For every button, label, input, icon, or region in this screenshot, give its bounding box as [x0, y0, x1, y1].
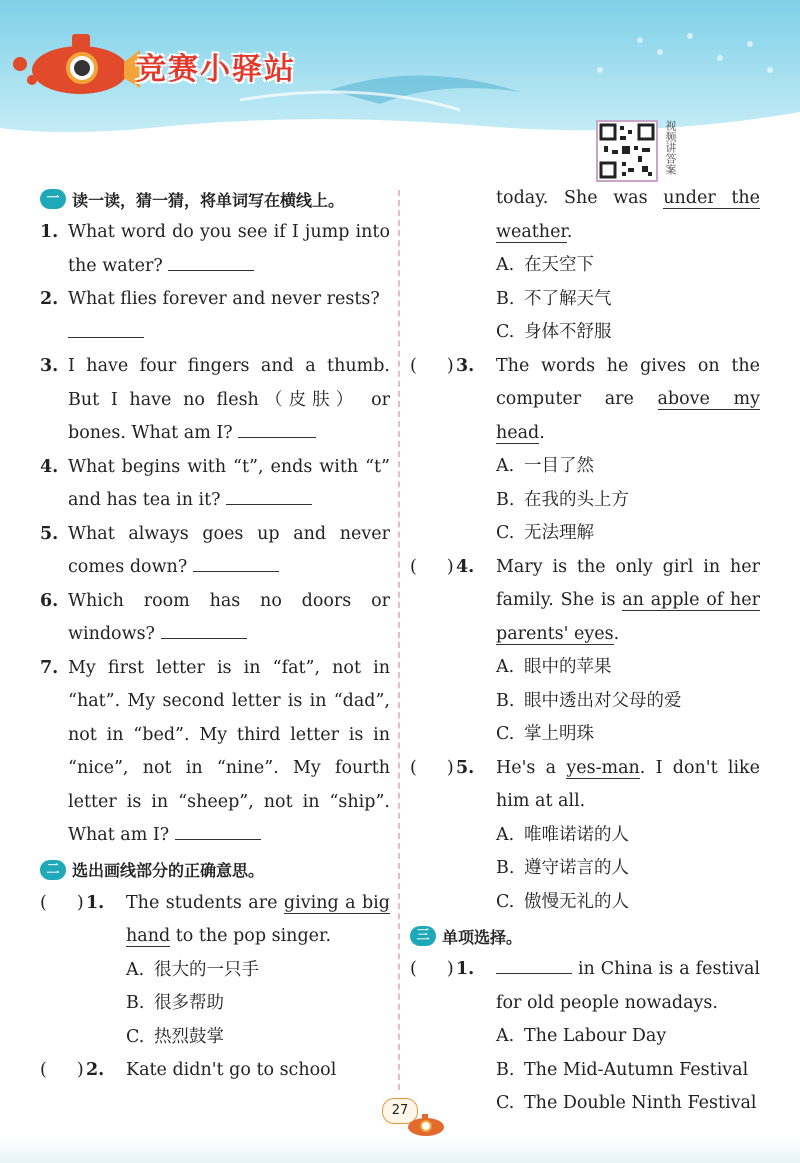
riddle-text: Which room has no doors or windows?: [68, 590, 390, 644]
answer-blank[interactable]: [168, 250, 254, 271]
riddle-text: What word do you see if I jump into the water?: [68, 222, 390, 276]
qr-code-icon[interactable]: [596, 120, 658, 182]
section-3-heading: [410, 919, 760, 953]
answer-paren[interactable]: ( ): [40, 892, 84, 913]
riddle-number: 6.: [40, 590, 59, 611]
option-b[interactable]: B. 很多帮助: [126, 993, 224, 1013]
option-c[interactable]: C. The Double Ninth Festival: [496, 1093, 757, 1113]
option-b[interactable]: B. The Mid-Autumn Festival: [496, 1059, 749, 1080]
riddle-6: [40, 585, 390, 652]
option-a[interactable]: A. The Labour Day: [496, 1026, 667, 1046]
question-number: 1.: [86, 892, 105, 913]
choice-question-1: ( ) 1. in China is a festival for old people nowadays.: [410, 953, 760, 1020]
option-a[interactable]: A. 一目了然: [496, 456, 594, 476]
riddle-number: 4.: [40, 456, 59, 477]
right-column: [410, 182, 760, 1121]
option-c[interactable]: C. 无法理解: [496, 523, 594, 543]
page-number: 27: [382, 1098, 418, 1124]
riddle-text: I have four fingers and a thumb. But I have no flesh（皮肤） or bones. What am I?: [68, 356, 390, 443]
riddle-4: [40, 451, 390, 518]
underlined-phrase: above my head: [496, 389, 760, 443]
option-c[interactable]: C. 傲慢无礼的人: [496, 891, 629, 912]
option-b[interactable]: B. 在我的头上方: [496, 489, 629, 510]
riddle-3: [40, 350, 390, 451]
answer-blank[interactable]: [175, 819, 261, 840]
option-a[interactable]: A. 很大的一只手: [126, 959, 259, 980]
section-2-heading: [40, 853, 390, 887]
answer-paren[interactable]: ( ): [410, 757, 454, 778]
option-b[interactable]: B. 眼中透出对父母的爱: [496, 690, 682, 711]
column-divider: [398, 190, 400, 1090]
riddle-number: 1.: [40, 222, 59, 242]
meaning-question-1: [40, 887, 390, 954]
option-c[interactable]: C. 掌上明珠: [496, 724, 594, 744]
riddle-text: What begins with “t”, ends with “t” and has tea in it?: [68, 456, 390, 510]
answer-blank[interactable]: [226, 484, 312, 505]
riddle-5: [40, 518, 390, 585]
riddle-number: 7.: [40, 657, 59, 678]
question-number: 1.: [456, 959, 475, 979]
underlined-phrase: yes-man: [566, 757, 640, 778]
riddle-2: [40, 283, 390, 350]
meaning-question-4: ( ) 4. Mary is the only girl in her family. She is an apple of her parents' eyes.: [410, 551, 760, 652]
option-c[interactable]: C. 热烈鼓掌: [126, 1026, 224, 1047]
riddle-number: 3.: [40, 356, 59, 376]
mini-submarine-icon: [404, 1112, 448, 1138]
answer-paren[interactable]: ( ): [40, 1060, 84, 1080]
section-1-badge: 一: [40, 189, 66, 209]
meaning-question-2-cont: today. She was under the weather.: [496, 188, 760, 242]
section-1-title: 读一读，猜一猜，将单词写在横线上。: [72, 190, 345, 210]
answer-blank[interactable]: [496, 953, 572, 974]
question-text: to the pop singer.: [170, 926, 332, 946]
question-number: 2.: [86, 1060, 105, 1080]
option-a[interactable]: A. 眼中的苹果: [496, 657, 612, 677]
answer-blank[interactable]: [193, 551, 279, 572]
riddle-text: What always goes up and never comes down?: [68, 523, 390, 577]
option-b[interactable]: B. 不了解天气: [496, 288, 612, 309]
qr-label: 视频讲答案: [664, 120, 677, 175]
answer-blank[interactable]: [238, 417, 316, 438]
banner-background: [0, 0, 800, 190]
option-a[interactable]: A. 唯唯诺诺的人: [496, 824, 629, 845]
meaning-question-3: ( ) 3. The words he gives on the computer are above my head.: [410, 350, 760, 451]
option-b[interactable]: B. 遵守诺言的人: [496, 858, 629, 878]
section-3-title: 单项选择。: [442, 927, 523, 947]
riddle-number: 5.: [40, 523, 59, 544]
option-c[interactable]: C. 身体不舒服: [496, 322, 612, 342]
meaning-question-2-start: ( ) 2. Kate didn't go to school: [40, 1054, 390, 1088]
left-column: [40, 182, 390, 1088]
riddle-7: [40, 652, 390, 853]
answer-paren[interactable]: ( ): [410, 556, 454, 577]
riddle-text: What flies forever and never rests?: [68, 289, 380, 309]
question-number: 3.: [456, 355, 475, 376]
section-2-title: 选出画线部分的正确意思。: [72, 861, 265, 880]
riddle-text: My first letter is in “fat”, not in “hat”. My second letter is in “dad”, not in “bed”. My third letter is in “nice”, not in “nine”. My fourth letter is in “sheep”, not in “ship”. What am I?: [68, 657, 390, 845]
underlined-phrase: an apple of her parents' eyes: [496, 590, 760, 644]
banner-title: 竞赛小驿站: [136, 52, 296, 87]
meaning-question-5: ( ) 5. He's a yes-man. I don't like him at all.: [410, 752, 760, 819]
question-number: 4.: [456, 556, 475, 577]
section-1-heading: [40, 182, 390, 216]
underlined-phrase: giving a big hand: [126, 892, 390, 946]
section-2-badge: 二: [40, 860, 66, 880]
answer-blank[interactable]: [68, 317, 144, 338]
answer-paren[interactable]: ( ): [410, 355, 454, 376]
riddle-number: 2.: [40, 289, 59, 309]
riddle-1: [40, 216, 390, 283]
section-3-badge: 三: [410, 926, 436, 946]
bottom-stripe: [0, 1138, 800, 1163]
header-banner: [0, 0, 800, 190]
question-text: The students are: [126, 892, 284, 913]
question-number: 5.: [456, 757, 475, 778]
option-a[interactable]: A. 在天空下: [496, 255, 594, 275]
answer-paren[interactable]: ( ): [410, 959, 454, 979]
answer-blank[interactable]: [161, 618, 247, 639]
